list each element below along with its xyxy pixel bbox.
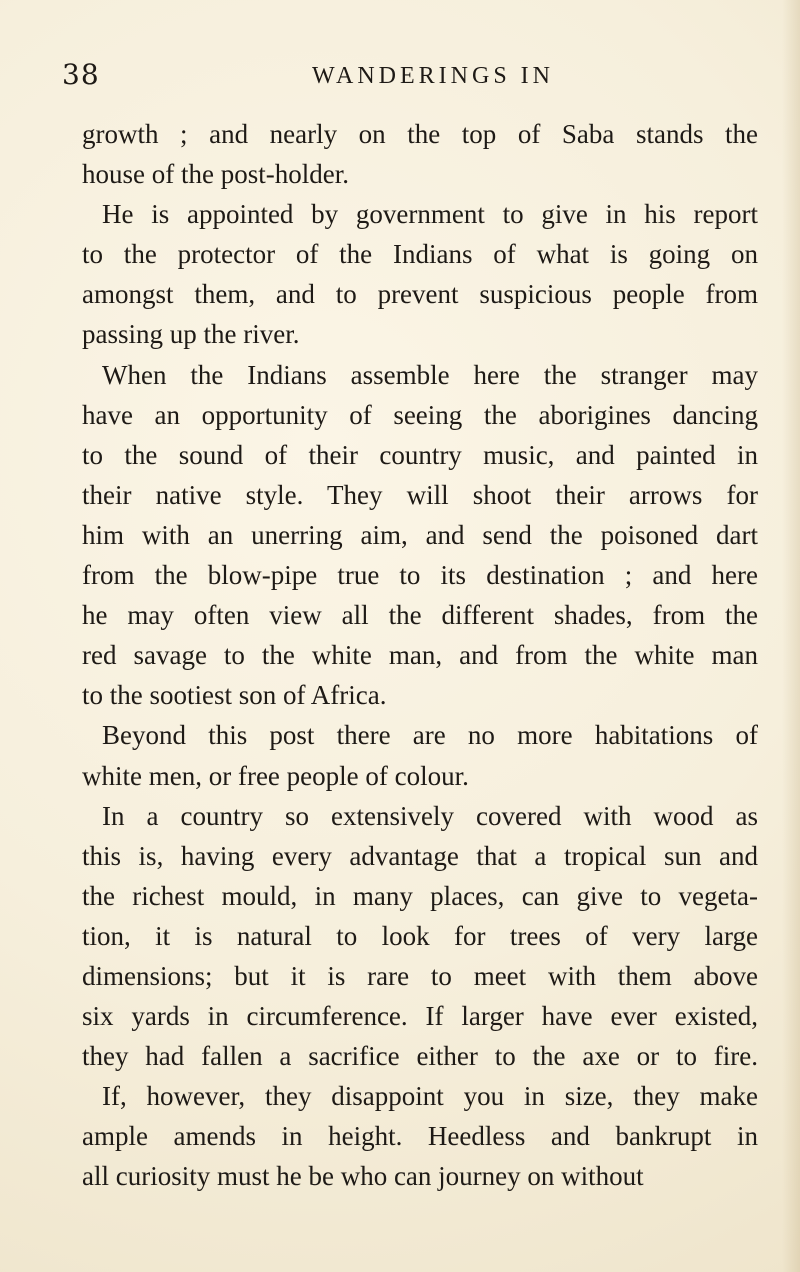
text-line: ample amends in height. Heedless and bankrupt in — [82, 1121, 758, 1152]
text-line: have an opportunity of seeing the aborigines dancing — [82, 399, 758, 430]
body-text — [82, 114, 758, 1234]
text-line: red savage to the white man, and from the white man — [82, 640, 758, 671]
text-line: he may often view all the different shades, from the — [82, 600, 758, 631]
text-line: to the protector of the Indians of what is going on — [82, 239, 758, 270]
page-number: 38 — [62, 58, 100, 91]
running-head: WANDERINGS IN — [312, 63, 554, 89]
text-line: If, however, they disappoint you in size, they make — [102, 1081, 758, 1112]
text-line: they had fallen a sacrifice either to the axe or to fire. — [82, 1041, 758, 1072]
text-line: from the blow-pipe true to its destination ; and here — [82, 560, 758, 591]
text-line: amongst them, and to prevent suspicious people from — [82, 279, 758, 310]
text-line: When the Indians assemble here the stranger may — [102, 359, 758, 390]
text-line: all curiosity must he be who can journey on without — [82, 1161, 644, 1192]
text-line: the richest mould, in many places, can give to vegeta- — [82, 880, 758, 911]
text-line: tion, it is natural to look for trees of very large — [82, 920, 758, 951]
text-line: Beyond this post there are no more habitations of — [102, 720, 758, 751]
text-line: house of the post-holder. — [82, 159, 349, 190]
text-line: dimensions; but it is rare to meet with them above — [82, 960, 758, 991]
text-line: white men, or free people of colour. — [82, 760, 469, 791]
text-line: He is appointed by government to give in his report — [102, 199, 758, 230]
text-line: growth ; and nearly on the top of Saba stands the — [82, 119, 758, 149]
text-line: this is, having every advantage that a tropical sun and — [82, 840, 758, 871]
text-line: passing up the river. — [82, 319, 300, 350]
text-line: six yards in circumference. If larger have ever existed, — [82, 1001, 758, 1032]
page-header — [62, 58, 742, 92]
text-line: In a country so extensively covered with wood as — [102, 800, 758, 831]
text-line: their native style. They will shoot their arrows for — [82, 479, 758, 510]
text-line: him with an unerring aim, and send the poisoned dart — [82, 519, 758, 550]
page-edge-shadow — [782, 0, 800, 1272]
text-line: to the sound of their country music, and painted in — [82, 439, 758, 470]
text-line: to the sootiest son of Africa. — [82, 680, 387, 711]
